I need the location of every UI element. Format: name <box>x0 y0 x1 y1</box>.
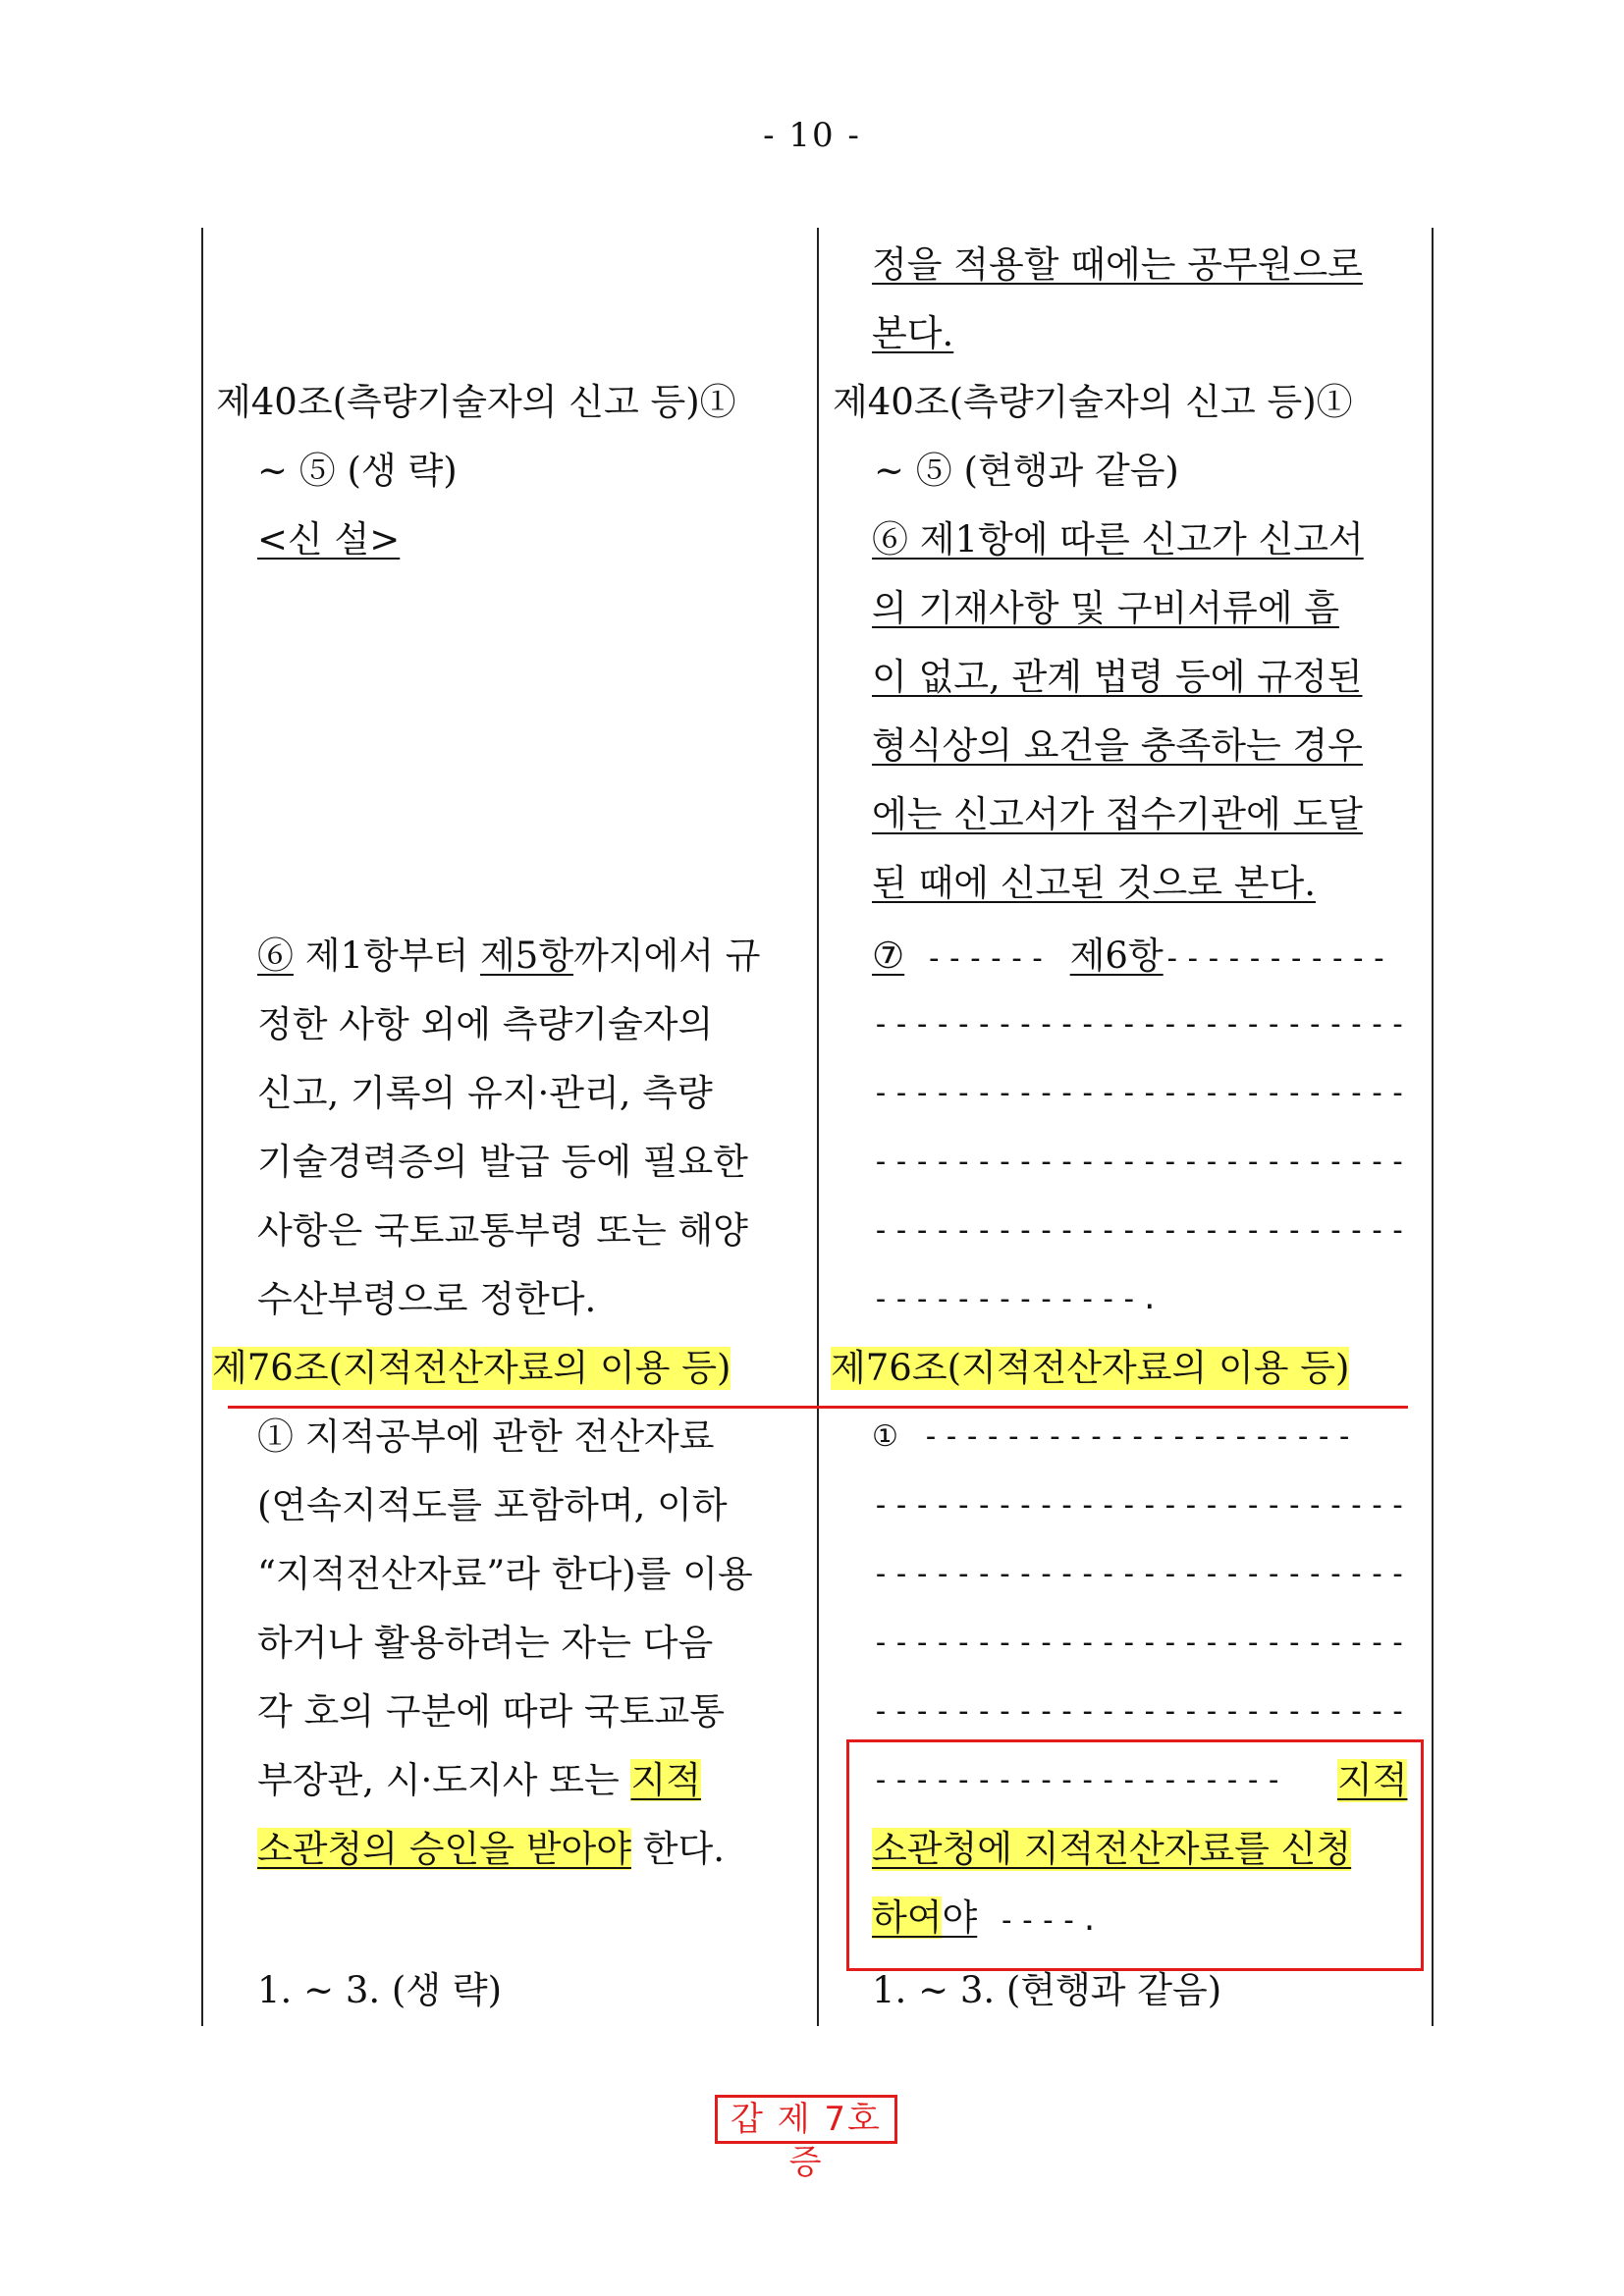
left-art40-p6-line5: 사항은 국토교통부령 또는 해양 <box>257 1209 748 1252</box>
exhibit-stamp: 갑 제 7호증 <box>715 2095 897 2144</box>
right-p7-circle: ⑦ <box>872 934 905 977</box>
left-highlight-jijeok: 지적 <box>630 1759 701 1801</box>
right-cont-line1: 정을 적용할 때에는 공무원으로 <box>872 243 1363 286</box>
right-art76-line5: -------------------------- <box>872 1694 1410 1729</box>
left-art76-title: 제76조(지적전산자료의 이용 등) <box>212 1347 731 1389</box>
left-art76-line5: 각 호의 구분에 따라 국토교통 <box>257 1690 725 1733</box>
left-p6-ref: 제5항 <box>480 934 574 977</box>
right-art40-p7-line5: -------------------------- <box>872 1213 1410 1248</box>
right-art40-p6-line1: ⑥ 제1항에 따른 신고가 신고서 <box>872 518 1364 561</box>
right-art76-line7: 소관청에 지적전산자료를 신청 <box>872 1828 1352 1870</box>
left-art76-line1: ① 지적공부에 관한 전산자료 <box>257 1415 715 1458</box>
left-art40-p6-line6: 수산부령으로 정한다. <box>257 1278 597 1320</box>
red-annotation-line <box>228 1406 1408 1409</box>
right-art76-line8: 하여야 ----. <box>872 1896 1102 1939</box>
left-art76-items: 1. ~ 3. (생 략) <box>257 1969 503 2011</box>
right-art76-line6-dash: -------------------- <box>872 1763 1286 1797</box>
left-art40-title: 제40조(측량기술자의 신고 등)① <box>216 381 736 423</box>
left-art76-line4: 하거나 활용하려는 자는 다음 <box>257 1622 714 1664</box>
left-art76-line3: “지적전산자료”라 한다)를 이용 <box>257 1553 753 1595</box>
right-art40-title: 제40조(측량기술자의 신고 등)① <box>833 381 1353 423</box>
left-p6-circle: ⑥ <box>257 934 294 977</box>
right-art76-title: 제76조(지적전산자료의 이용 등) <box>831 1347 1350 1389</box>
right-p7-ref: 제6항 <box>1069 934 1164 977</box>
right-art40-p6-line4: 형식상의 요건을 충족하는 경우 <box>872 724 1363 767</box>
right-cont-line2: 본다. <box>872 312 954 354</box>
right-art40-p7-line4: -------------------------- <box>872 1145 1410 1179</box>
table-border-left <box>201 228 203 2026</box>
right-art40-p7-line6: -------------. <box>872 1282 1162 1316</box>
right-art40-paragraphs: ~ ⑤ (현행과 같음) <box>874 450 1179 492</box>
right-art40-p7-line1: ⑦ ------ 제6항----------- <box>872 934 1391 977</box>
right-highlight-jijeok: 지적 <box>1337 1759 1408 1801</box>
red-annotation-box <box>846 1739 1424 1971</box>
left-art40-p6-line1: ⑥ 제1항부터 제5항까지에서 규 <box>257 934 761 977</box>
right-art40-p7-line2: -------------------------- <box>872 1007 1410 1041</box>
table-border-right <box>1432 228 1434 2026</box>
left-art76-line2: (연속지적도를 포함하며, 이하 <box>257 1484 728 1526</box>
right-art40-p6-line6: 된 때에 신고된 것으로 본다. <box>872 862 1316 904</box>
right-art40-p7-line3: -------------------------- <box>872 1076 1410 1110</box>
right-art76-items: 1. ~ 3. (현행과 같음) <box>872 1969 1222 2011</box>
left-art40-new-marker: <신 설> <box>257 518 401 561</box>
left-art40-paragraphs: ~ ⑤ (생 략) <box>257 450 458 492</box>
page-number: - 10 - <box>763 116 861 155</box>
right-art40-p6-line5: 에는 신고서가 접수기관에 도달 <box>872 793 1363 835</box>
left-highlight-approval: 소관청의 승인을 받아야 <box>257 1828 631 1870</box>
table-column-divider <box>817 228 819 2026</box>
left-art40-p6-line4: 기술경력증의 발급 등에 필요한 <box>257 1141 748 1183</box>
right-art40-p6-line2: 의 기재사항 및 구비서류에 흠 <box>872 587 1339 629</box>
left-art40-p6-line3: 신고, 기록의 유지·관리, 측량 <box>257 1072 713 1114</box>
left-art76-line7: 소관청의 승인을 받아야 한다. <box>257 1828 725 1870</box>
right-art76-line2: -------------------------- <box>872 1488 1410 1522</box>
right-art76-line3: -------------------------- <box>872 1557 1410 1591</box>
left-art40-p6-line2: 정한 사항 외에 측량기술자의 <box>257 1003 714 1045</box>
right-art76-line4: -------------------------- <box>872 1626 1410 1660</box>
right-highlight-hayeo: 하여 <box>872 1896 943 1939</box>
right-art76-line1: ① --------------------- <box>872 1419 1357 1454</box>
right-art40-p6-line3: 이 없고, 관계 법령 등에 규정된 <box>872 656 1363 698</box>
left-art76-line6: 부장관, 시·도지사 또는 지적 <box>257 1759 701 1801</box>
